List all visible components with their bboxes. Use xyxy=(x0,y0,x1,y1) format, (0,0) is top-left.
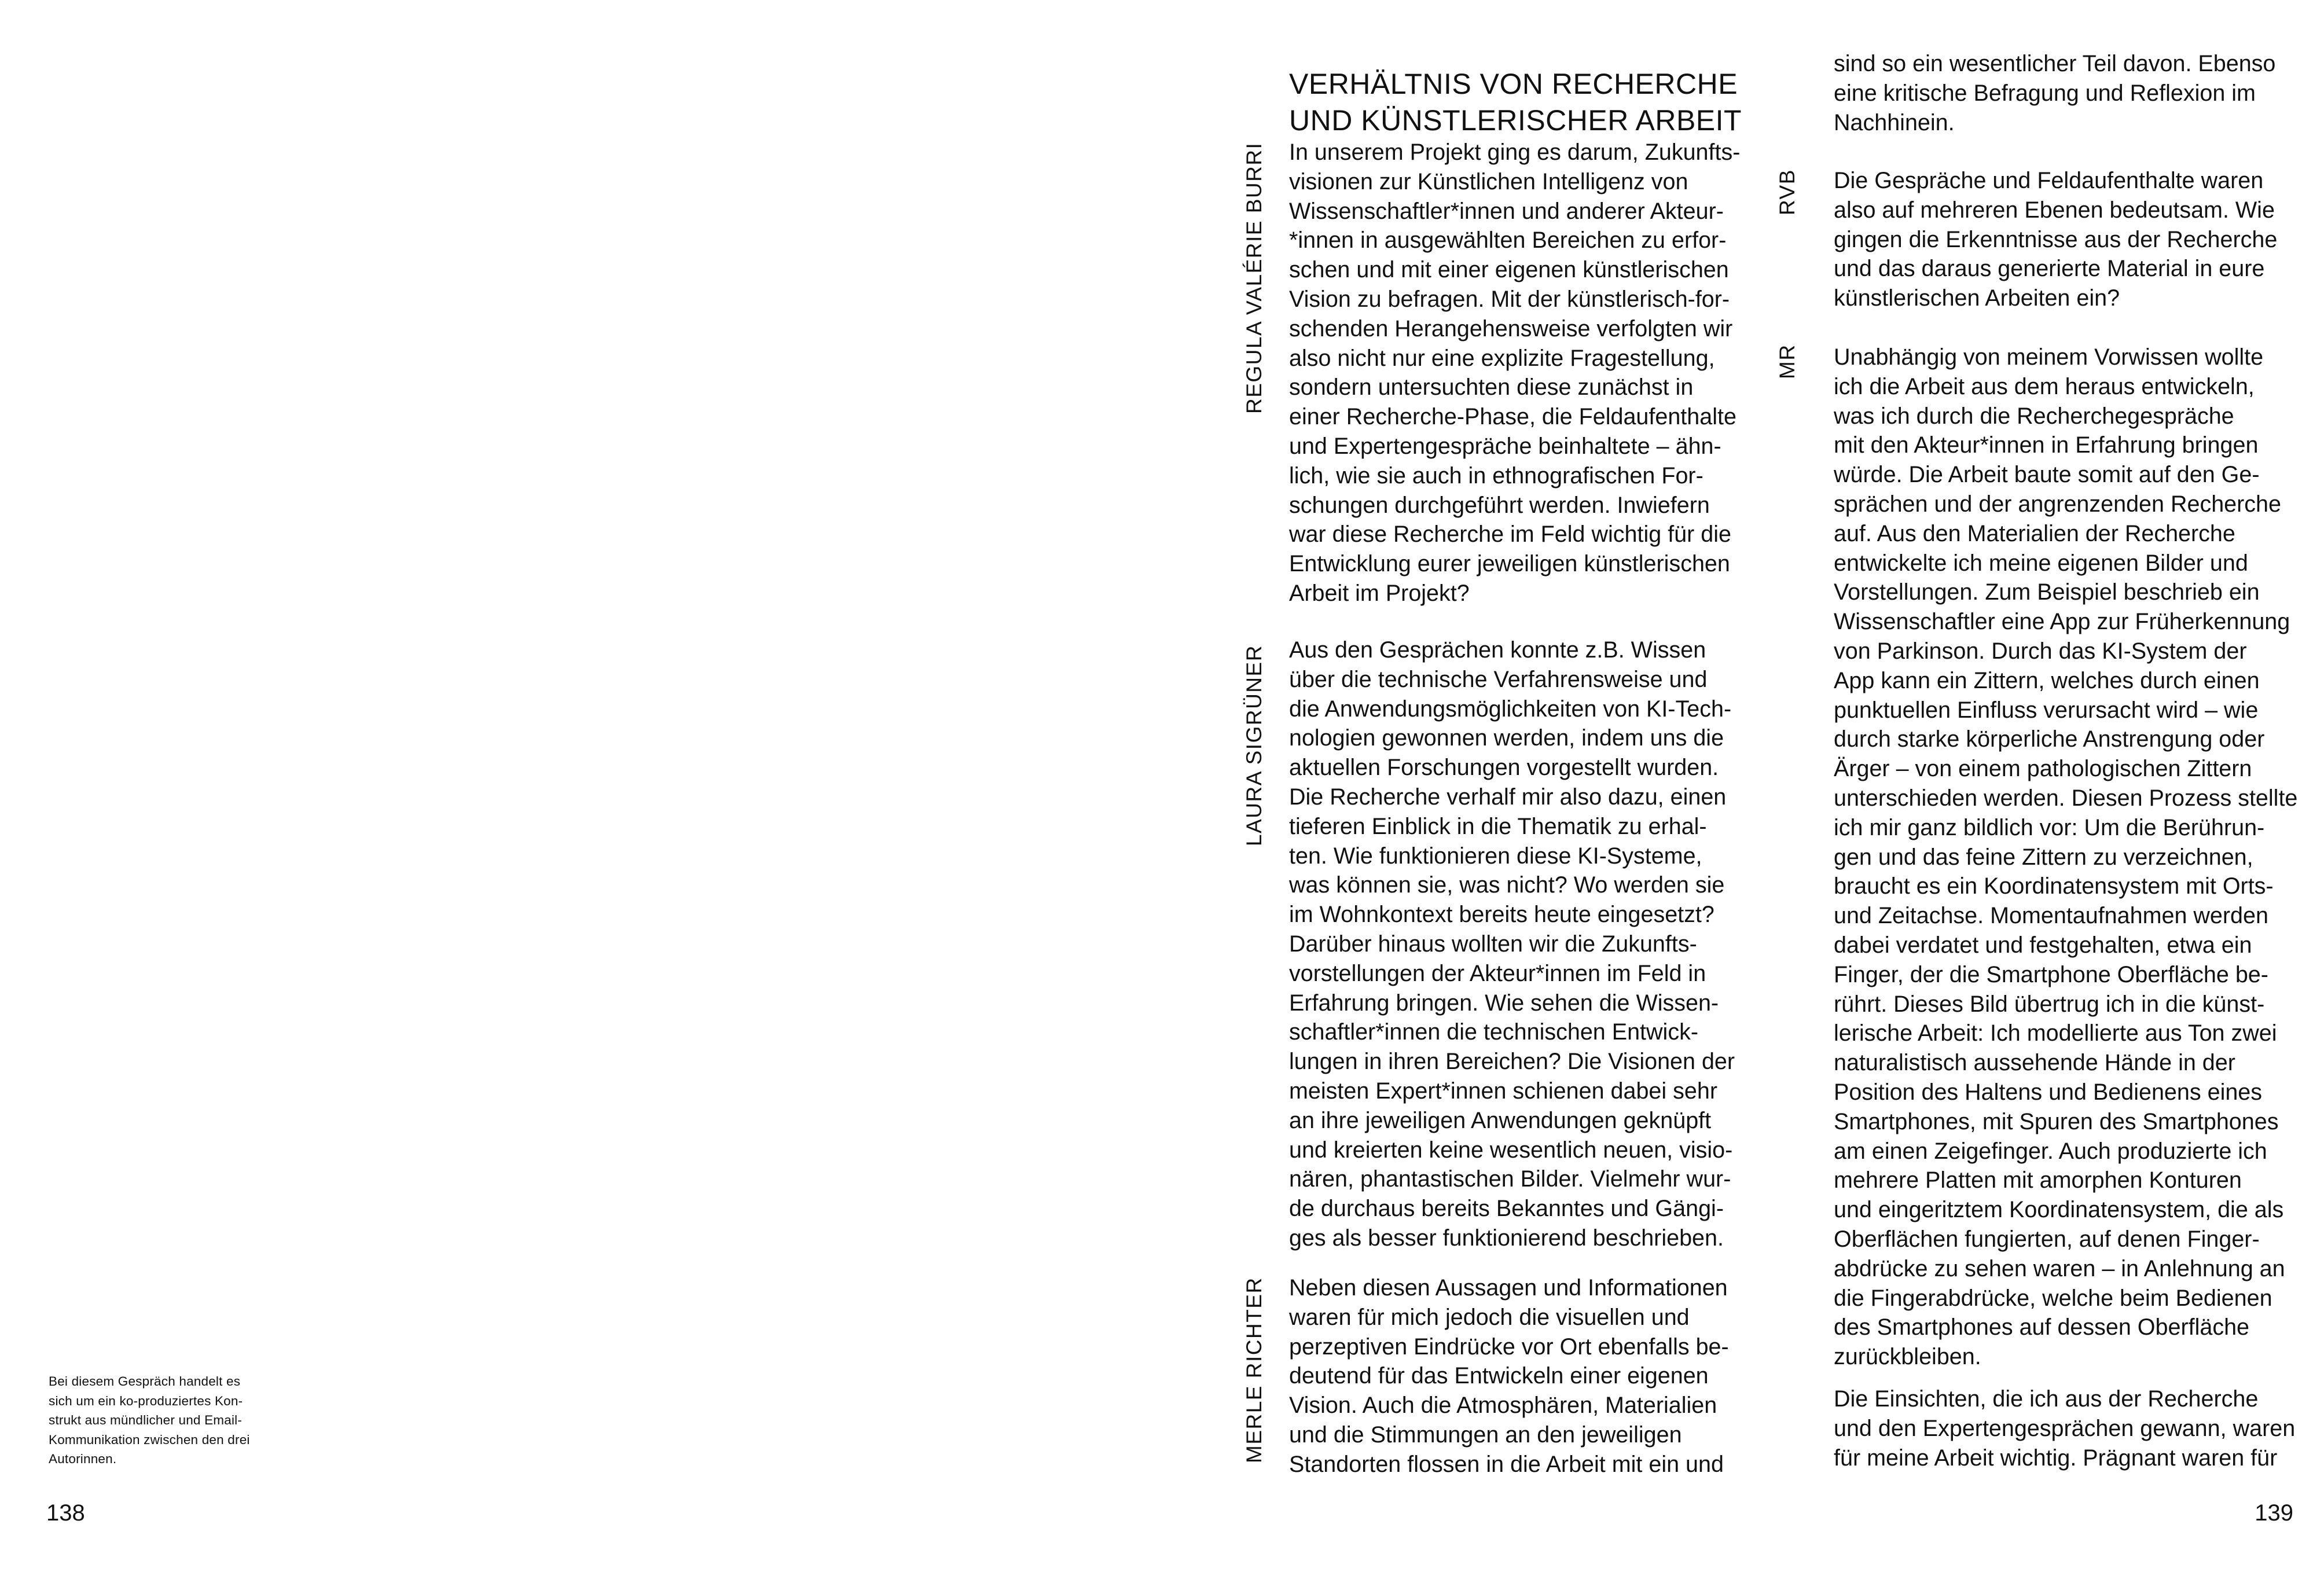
text-line: Smartphones, mit Spuren des Smartphones xyxy=(1834,1108,2279,1134)
text-line: also nicht nur eine explizite Fragestellung, xyxy=(1289,345,1715,371)
paragraph-sigruener xyxy=(1289,636,1735,1253)
speaker-label-mr: MR xyxy=(1775,344,1799,379)
text-line: ich mir ganz bildlich vor: Um die Berührun- xyxy=(1834,814,2265,840)
text-line: Nachhinein. xyxy=(1834,109,1955,135)
speaker-label-sigruener: LAURA SIGRÜNER xyxy=(1242,645,1266,846)
text-line: lungen in ihren Bereichen? Die Visionen der xyxy=(1289,1049,1735,1075)
text-line: visionen zur Künstlichen Intelligenz von xyxy=(1289,168,1688,194)
text-line: Wissenschaftler*innen und anderer Akteur- xyxy=(1289,198,1724,224)
text-line: und die Stimmungen an den jeweiligen xyxy=(1289,1422,1682,1448)
text-line: Wissenschaftler eine App zur Früherkennung xyxy=(1834,609,2290,635)
footnote-line: Kommunikation zwischen den drei xyxy=(49,1432,250,1447)
text-line: entwickelte ich meine eigenen Bilder und xyxy=(1834,550,2248,576)
text-line: vorstellungen der Akteur*innen im Feld in xyxy=(1289,960,1706,986)
text-line: was ich durch die Recherchegespräche xyxy=(1834,403,2234,429)
text-line: rührt. Dieses Bild übertrug ich in die künst- xyxy=(1834,991,2265,1017)
text-line: und das daraus generierte Material in eure xyxy=(1834,256,2265,282)
text-line: würde. Die Arbeit baute somit auf den Ge- xyxy=(1834,462,2260,488)
text-line: Entwicklung eurer jeweiligen künstlerischen xyxy=(1289,551,1730,577)
footnote xyxy=(49,1372,292,1469)
text-line: sprächen und der angrenzenden Recherche xyxy=(1834,491,2281,517)
text-line: Oberflächen fungierten, auf denen Finger- xyxy=(1834,1226,2260,1252)
text-line: ges als besser funktionierend beschrieben. xyxy=(1289,1225,1724,1251)
text-line: perzeptiven Eindrücke vor Ort ebenfalls be- xyxy=(1289,1334,1729,1360)
text-line: App kann ein Zittern, welches durch einen xyxy=(1834,667,2260,693)
text-line: Ärger – von einem pathologischen Zittern xyxy=(1834,756,2252,782)
text-line: In unserem Projekt ging es darum, Zukunfts- xyxy=(1289,139,1741,165)
text-line: de durchaus bereits Bekanntes und Gängi- xyxy=(1289,1196,1724,1222)
text-line: Vorstellungen. Zum Beispiel beschrieb ein xyxy=(1834,579,2260,605)
text-line: Vision zu befragen. Mit der künstlerisch-for- xyxy=(1289,286,1730,312)
text-line: meisten Expert*innen schienen dabei sehr xyxy=(1289,1078,1717,1104)
text-line: über die technische Verfahrensweise und xyxy=(1289,666,1708,692)
paragraph-mr xyxy=(1834,343,2297,1372)
text-line: lerische Arbeit: Ich modellierte aus Ton zwei xyxy=(1834,1020,2277,1046)
text-line: was können sie, was nicht? Wo werden sie xyxy=(1289,872,1725,898)
text-line: dabei verdatet und festgehalten, etwa ein xyxy=(1834,932,2252,958)
text-line: Finger, der die Smartphone Oberfläche be- xyxy=(1834,961,2268,987)
text-line: für meine Arbeit wichtig. Prägnant waren für xyxy=(1834,1445,2278,1471)
text-line: nologien gewonnen werden, indem uns die xyxy=(1289,725,1724,751)
text-line: also auf mehreren Ebenen bedeutsam. Wie xyxy=(1834,197,2275,223)
text-line: an ihre jeweiligen Anwendungen geknüpft xyxy=(1289,1107,1712,1133)
paragraph-mr-continued xyxy=(1834,1384,2295,1472)
text-line: und kreierten keine wesentlich neuen, visio- xyxy=(1289,1137,1733,1163)
text-line: im Wohnkontext bereits heute eingesetzt? xyxy=(1289,902,1714,928)
text-line: ich die Arbeit aus dem heraus entwickeln, xyxy=(1834,373,2255,399)
text-line: war diese Recherche im Feld wichtig für die xyxy=(1289,521,1731,548)
text-line: Vision. Auch die Atmosphären, Materialien xyxy=(1289,1393,1717,1419)
text-line: sind so ein wesentlicher Teil davon. Ebenso xyxy=(1834,51,2276,76)
text-line: ten. Wie funktionieren diese KI-Systeme, xyxy=(1289,843,1702,869)
heading-line: VERHÄLTNIS VON RECHERCHE xyxy=(1289,67,1738,100)
speaker-label-rvb: RVB xyxy=(1775,169,1799,215)
text-line: Unabhängig von meinem Vorwissen wollte xyxy=(1834,344,2264,370)
text-line: deutend für das Entwickeln einer eigenen xyxy=(1289,1363,1709,1389)
paragraph-rvb xyxy=(1834,166,2277,313)
text-line: gingen die Erkenntnisse aus der Recherche xyxy=(1834,226,2278,252)
text-line: mit den Akteur*innen in Erfahrung bringen xyxy=(1834,432,2259,458)
text-line: von Parkinson. Durch das KI-System der xyxy=(1834,638,2247,664)
text-line: mehrere Platten mit amorphen Konturen xyxy=(1834,1167,2242,1193)
text-line: nären, phantastischen Bilder. Vielmehr wur- xyxy=(1289,1166,1731,1192)
text-line: Darüber hinaus wollten wir die Zukunfts- xyxy=(1289,931,1697,957)
text-line: schaftler*innen die technischen Entwick- xyxy=(1289,1019,1698,1045)
paragraph-burri xyxy=(1289,138,1740,608)
text-line: *innen in ausgewählten Bereichen zu erfor- xyxy=(1289,227,1727,254)
text-line: abdrücke zu sehen waren – in Anlehnung an xyxy=(1834,1255,2285,1281)
text-line: naturalistisch aussehende Hände in der xyxy=(1834,1050,2235,1076)
text-line: lich, wie sie auch in ethnografischen For- xyxy=(1289,462,1703,489)
text-line: schenden Herangehensweise verfolgten wir xyxy=(1289,315,1733,341)
text-line: des Smartphones auf dessen Oberfläche xyxy=(1834,1314,2250,1340)
text-line: und Zeitachse. Momentaufnahmen werden xyxy=(1834,903,2268,929)
text-line: gen und das feine Zittern zu verzeichnen, xyxy=(1834,844,2253,870)
text-line: aktuellen Forschungen vorgestellt wurden. xyxy=(1289,755,1719,781)
text-line: am einen Zeigefinger. Auch produzierte ich xyxy=(1834,1138,2267,1164)
heading-line: UND KÜNSTLERISCHER ARBEIT xyxy=(1289,104,1742,137)
text-line: Standorten flossen in die Arbeit mit ein und xyxy=(1289,1451,1724,1477)
footnote-line: strukt aus mündlicher und Email- xyxy=(49,1413,243,1427)
text-line: künstlerischen Arbeiten ein? xyxy=(1834,285,2120,311)
text-line: Neben diesen Aussagen und Informationen xyxy=(1289,1275,1728,1301)
page-number-left: 138 xyxy=(46,1500,85,1526)
text-line: eine kritische Befragung und Reflexion im xyxy=(1834,80,2256,106)
text-line: und den Expertengesprächen gewann, waren xyxy=(1834,1415,2296,1441)
text-line: zurückbleiben. xyxy=(1834,1344,1981,1370)
paragraph-continuation xyxy=(1834,49,2275,137)
text-line: schen und mit einer eigenen künstlerischen xyxy=(1289,257,1729,283)
text-line: schungen durchgeführt werden. Inwiefern xyxy=(1289,492,1710,518)
text-line: sondern untersuchten diese zunächst in xyxy=(1289,374,1694,401)
text-line: auf. Aus den Materialien der Recherche xyxy=(1834,520,2235,546)
speaker-label-richter: MERLE RICHTER xyxy=(1242,1277,1266,1463)
page-number-right: 139 xyxy=(2255,1500,2293,1526)
text-line: Position des Haltens und Bedienens eines xyxy=(1834,1079,2263,1105)
text-line: punktuellen Einfluss verursacht wird – wie xyxy=(1834,697,2259,723)
text-line: unterschieden werden. Diesen Prozess stellte xyxy=(1834,785,2298,811)
footnote-line: Autorinnen. xyxy=(49,1452,117,1466)
footnote-line: sich um ein ko-produziertes Kon- xyxy=(49,1393,243,1408)
text-line: braucht es ein Koordinatensystem mit Orts- xyxy=(1834,873,2274,899)
text-line: und Expertengespräche beinhaltete – ähn- xyxy=(1289,433,1721,459)
section-heading xyxy=(1289,66,1742,139)
text-line: Erfahrung bringen. Wie sehen die Wissen- xyxy=(1289,990,1719,1016)
text-line: waren für mich jedoch die visuellen und xyxy=(1289,1304,1690,1330)
text-line: Aus den Gesprächen konnte z.B. Wissen xyxy=(1289,637,1706,663)
speaker-label-burri: REGULA VALÉRIE BURRI xyxy=(1242,142,1266,414)
footnote-line: Bei diesem Gespräch handelt es xyxy=(49,1374,241,1389)
text-line: einer Recherche-Phase, die Feldaufenthalte xyxy=(1289,404,1736,430)
paragraph-richter xyxy=(1289,1273,1729,1479)
text-line: Arbeit im Projekt? xyxy=(1289,580,1470,606)
text-line: und eingeritztem Koordinatensystem, die als xyxy=(1834,1197,2284,1223)
text-line: Die Gespräche und Feldaufenthalte waren xyxy=(1834,168,2264,193)
text-line: tieferen Einblick in die Thematik zu erhal- xyxy=(1289,813,1707,839)
text-line: Die Einsichten, die ich aus der Recherche xyxy=(1834,1386,2259,1412)
text-line: Die Recherche verhalf mir also dazu, einen xyxy=(1289,784,1727,810)
text-line: die Anwendungsmöglichkeiten von KI-Tech- xyxy=(1289,696,1732,722)
text-line: die Fingerabdrücke, welche beim Bedienen xyxy=(1834,1285,2272,1311)
text-line: durch starke körperliche Anstrengung oder xyxy=(1834,726,2265,752)
